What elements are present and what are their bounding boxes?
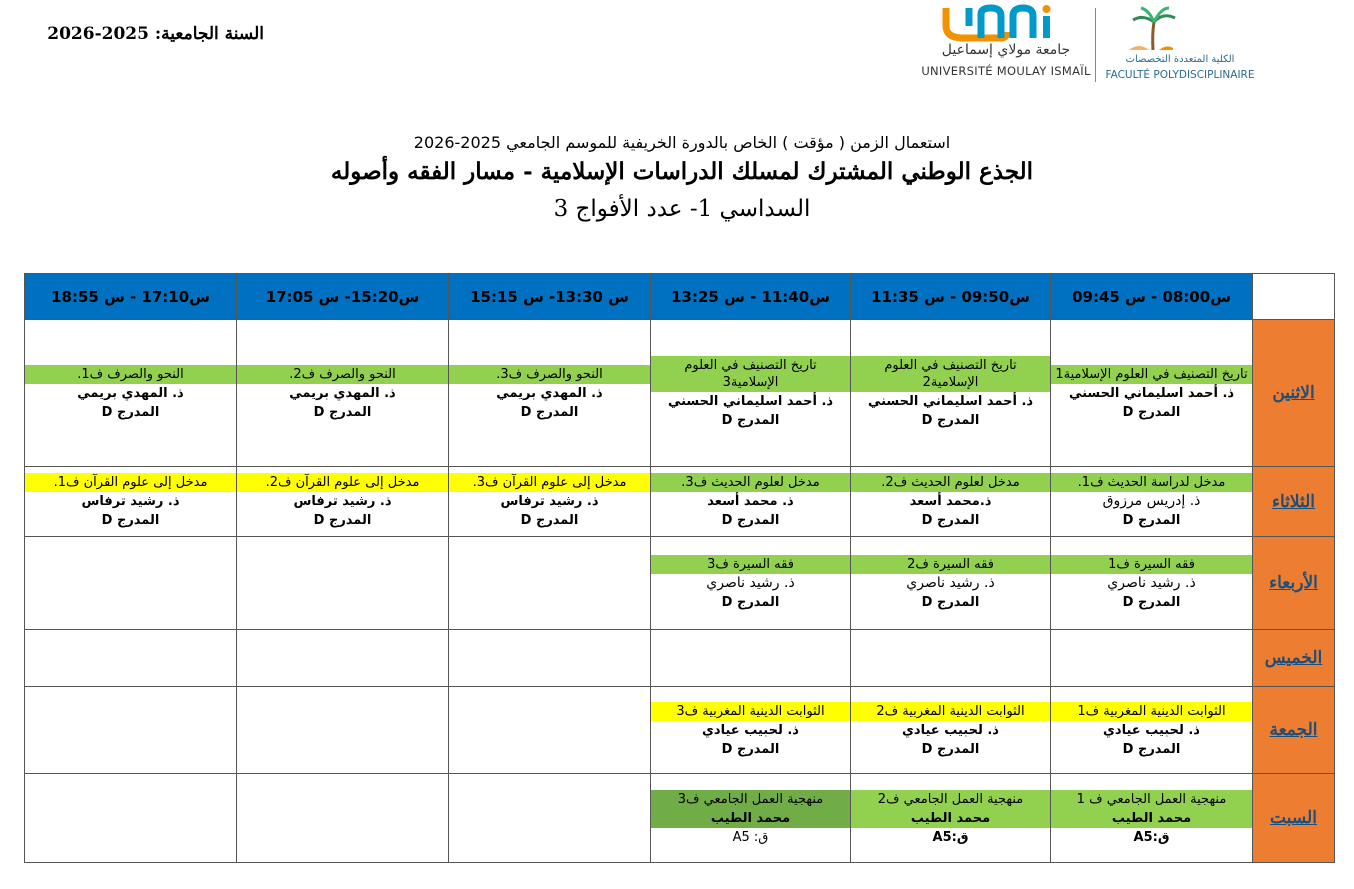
empty-cell xyxy=(237,687,449,774)
table-row xyxy=(25,774,1335,863)
table-row xyxy=(25,537,1335,630)
session-cell xyxy=(1051,687,1253,774)
empty-cell xyxy=(851,630,1051,687)
session-cell xyxy=(851,320,1051,467)
room-name: المدرج D xyxy=(721,513,780,528)
session-cell xyxy=(851,537,1051,630)
course-name: مدخل لدراسة الحديث ف1. xyxy=(1051,473,1252,492)
teacher-name: ذ. إدريس مرزوق xyxy=(1102,493,1201,509)
course-name: فقه السيرة ف3 xyxy=(651,555,850,574)
day-name: الاثنين xyxy=(1272,383,1315,403)
course-name: مدخل إلى علوم القرآن ف2. xyxy=(237,473,448,492)
empty-cell xyxy=(651,630,851,687)
session-cell xyxy=(851,687,1051,774)
teacher-name: ذ. أحمد اسليماني الحسني xyxy=(667,394,834,409)
teacher-name: ذ. محمد أسعد xyxy=(707,494,794,509)
session-cell xyxy=(237,467,449,537)
table-row xyxy=(25,320,1335,467)
day-label-thursday xyxy=(1253,630,1335,687)
course-name: تاريخ التصنيف في العلوم الإسلامية1 xyxy=(1051,365,1252,384)
faculty-logo xyxy=(1105,2,1255,86)
teacher-name: محمد الطيب xyxy=(851,809,1050,828)
empty-cell xyxy=(237,537,449,630)
teacher-name: ذ. أحمد اسليماني الحسني xyxy=(867,394,1034,409)
empty-cell xyxy=(449,630,651,687)
session-cell xyxy=(1051,537,1253,630)
teacher-name: ذ. المهدي بريمي xyxy=(496,385,603,401)
course-name: الثوابت الدينية المغربية ف2 xyxy=(851,702,1050,721)
empty-cell xyxy=(25,537,237,630)
room-name: المدرج D xyxy=(921,741,980,757)
teacher-name: ذ. لحبيب عيادي xyxy=(902,722,999,738)
room-name: المدرج D xyxy=(921,594,980,610)
session-cell xyxy=(449,320,651,467)
empty-cell xyxy=(25,630,237,687)
table-row xyxy=(25,467,1335,537)
session-cell xyxy=(25,320,237,467)
course-name: النحو والصرف ف3. xyxy=(449,365,650,384)
room-name: ق: A5 xyxy=(732,829,769,845)
course-name: منهجية العمل الجامعي ف3 xyxy=(651,790,850,809)
slot-header: س11:40 - س 13:25 xyxy=(651,274,851,320)
teacher-name: ذ. رشيد ترفاس xyxy=(500,494,599,509)
teacher-name: ذ.محمد أسعد xyxy=(909,494,992,509)
room-name: المدرج D xyxy=(520,404,579,420)
teacher-name: ذ. رشيد ترفاس xyxy=(293,494,392,509)
session-cell xyxy=(1051,774,1253,863)
session-cell xyxy=(1051,320,1253,467)
schedule-table xyxy=(24,273,1335,863)
room-name: المدرج D xyxy=(313,404,372,420)
course-name: النحو والصرف ف2. xyxy=(237,365,448,384)
room-name: المدرج D xyxy=(721,594,780,610)
course-name: مدخل لعلوم الحديث ف3. xyxy=(651,473,850,492)
teacher-name: ذ. رشيد ناصري xyxy=(706,574,795,591)
empty-cell xyxy=(237,774,449,863)
umi-logo-icon xyxy=(941,4,1071,42)
slot-header: س09:50 - س 11:35 xyxy=(851,274,1051,320)
session-cell xyxy=(651,687,851,774)
session-cell xyxy=(1051,467,1253,537)
slot-header: س15:20- س 17:05 xyxy=(237,274,449,320)
faculty-name-fr: FACULTÉ POLYDISCIPLINAIRE xyxy=(1105,69,1255,81)
room-name: المدرج D xyxy=(1122,741,1181,757)
session-cell xyxy=(651,774,851,863)
session-cell xyxy=(449,467,651,537)
day-name: الخميس xyxy=(1264,648,1323,668)
university-name-ar: جامعة مولاي إسماعيل xyxy=(941,42,1071,58)
teacher-name: ذ. أحمد اسليماني الحسني xyxy=(1068,385,1235,401)
faculty-name-ar: الكلية المتعددة التخصصات xyxy=(1125,54,1235,65)
corner-cell xyxy=(1253,274,1335,320)
day-label-saturday xyxy=(1253,774,1335,863)
teacher-name: ذ. رشيد ترفاس xyxy=(81,494,180,509)
day-name: الأربعاء xyxy=(1269,573,1318,593)
teacher-name: ذ. لحبيب عيادي xyxy=(702,722,799,738)
room-name: ق:A5 xyxy=(932,829,969,845)
session-cell xyxy=(851,774,1051,863)
teacher-name: محمد الطيب xyxy=(1051,809,1252,828)
teacher-name: ذ. المهدي بريمي xyxy=(77,385,184,401)
timetable-subtitle: استعمال الزمن ( مؤقت ) الخاص بالدورة الخريفية للموسم الجامعي 2025-2026 xyxy=(413,133,951,152)
course-name: الثوابت الدينية المغربية ف1 xyxy=(1051,702,1252,721)
course-name: فقه السيرة ف1 xyxy=(1051,555,1252,574)
course-name: النحو والصرف ف1. xyxy=(25,365,236,384)
room-name: المدرج D xyxy=(1122,594,1181,610)
palm-tree-icon xyxy=(1123,4,1183,54)
room-name: المدرج D xyxy=(520,513,579,528)
university-logo xyxy=(921,2,1091,86)
course-name: تاريخ التصنيف في العلوم الإسلامية2 xyxy=(851,356,1050,392)
session-cell xyxy=(651,537,851,630)
room-name: المدرج D xyxy=(101,404,160,420)
session-cell xyxy=(851,467,1051,537)
logo-divider xyxy=(1095,8,1096,82)
day-name: السبت xyxy=(1270,808,1317,828)
day-label-tuesday xyxy=(1253,467,1335,537)
course-name: منهجية العمل الجامعي ف2 xyxy=(851,790,1050,809)
room-name: المدرج D xyxy=(721,741,780,757)
empty-cell xyxy=(449,537,651,630)
course-name: منهجية العمل الجامعي ف 1 xyxy=(1051,790,1252,809)
day-name: الجمعة xyxy=(1269,720,1318,740)
page-title: الجذع الوطني المشترك لمسلك الدراسات الإسلامية - مسار الفقه وأصوله xyxy=(330,158,1034,185)
room-name: ق:A5 xyxy=(1133,829,1170,845)
teacher-name: محمد الطيب xyxy=(651,809,850,828)
slot-header: س17:10 - س 18:55 xyxy=(25,274,237,320)
table-header-row xyxy=(25,274,1335,320)
day-name: الثلاثاء xyxy=(1271,491,1316,512)
empty-cell xyxy=(25,774,237,863)
course-name: مدخل إلى علوم القرآن ف3. xyxy=(449,473,650,492)
empty-cell xyxy=(1051,630,1253,687)
course-name: مدخل إلى علوم القرآن ف1. xyxy=(25,473,236,492)
day-label-monday xyxy=(1253,320,1335,467)
course-name: فقه السيرة ف2 xyxy=(851,555,1050,574)
session-cell xyxy=(237,320,449,467)
teacher-name: ذ. رشيد ناصري xyxy=(906,574,995,591)
room-name: المدرج D xyxy=(1122,513,1181,528)
course-name: مدخل لعلوم الحديث ف2. xyxy=(851,473,1050,492)
teacher-name: ذ. رشيد ناصري xyxy=(1107,574,1196,591)
day-label-wednesday xyxy=(1253,537,1335,630)
room-name: المدرج D xyxy=(921,413,980,428)
teacher-name: ذ. المهدي بريمي xyxy=(289,385,396,401)
course-name: تاريخ التصنيف في العلوم الإسلامية3 xyxy=(651,356,850,392)
room-name: المدرج D xyxy=(721,413,780,428)
academic-year: السنة الجامعية: 2025-2026 xyxy=(47,24,264,44)
slot-header: س 13:30- س 15:15 xyxy=(449,274,651,320)
session-cell xyxy=(651,320,851,467)
teacher-name: ذ. لحبيب عيادي xyxy=(1103,722,1200,738)
table-row xyxy=(25,630,1335,687)
logos xyxy=(915,2,1255,86)
empty-cell xyxy=(237,630,449,687)
room-name: المدرج D xyxy=(313,513,372,528)
room-name: المدرج D xyxy=(101,513,160,528)
semester-title: السداسي 1- عدد الأفواج 3 xyxy=(553,196,811,222)
empty-cell xyxy=(25,687,237,774)
slot-header: س08:00 - س 09:45 xyxy=(1051,274,1253,320)
table-row xyxy=(25,687,1335,774)
room-name: المدرج D xyxy=(921,513,980,528)
empty-cell xyxy=(449,774,651,863)
session-cell xyxy=(651,467,851,537)
university-name-fr: UNIVERSITÉ MOULAY ISMAÏL xyxy=(921,64,1091,78)
empty-cell xyxy=(449,687,651,774)
room-name: المدرج D xyxy=(1122,404,1181,420)
day-label-friday xyxy=(1253,687,1335,774)
session-cell xyxy=(25,467,237,537)
course-name: الثوابت الدينية المغربية ف3 xyxy=(651,702,850,721)
